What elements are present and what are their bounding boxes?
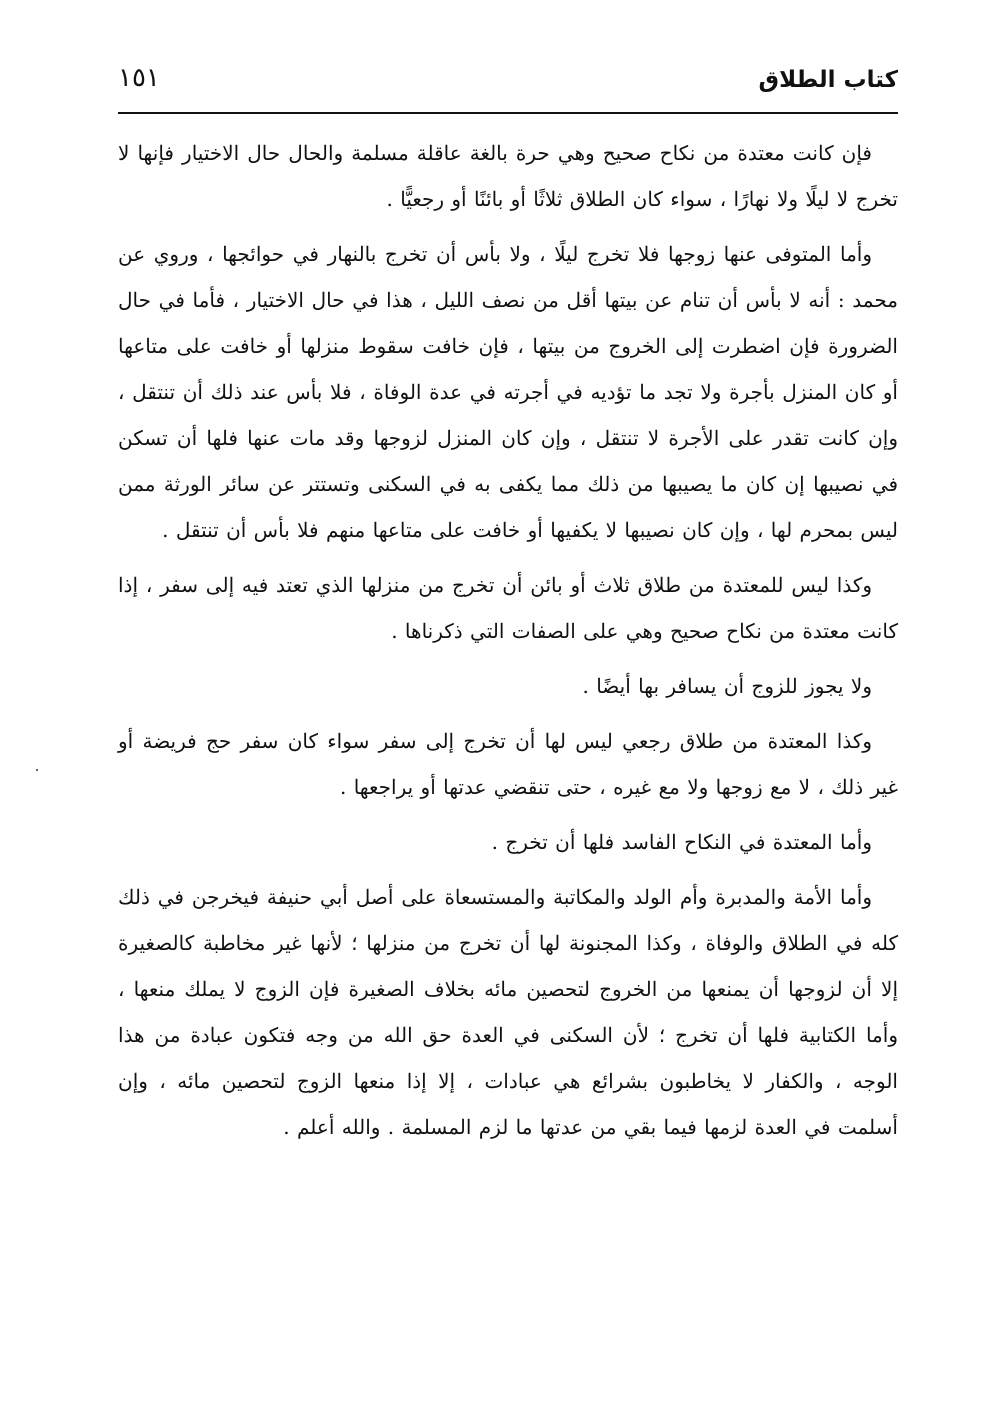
paragraph: ولا يجوز للزوج أن يسافر بها أيضًا .: [582, 674, 872, 698]
paragraph: وأما الأمة والمدبرة وأم الولد والمكاتبة والمستسعاة على أصل أبي حنيفة فيخرجن في ذلك كله في الطلاق والوفاة ، وكذا المجنونة لها أن تخرج من منزلها ؛ لأنها غير مخاطبة كالصغيرة إلا أن لزوجها أن يمنعها من الخروج لتحصين مائه بخلاف الصغيرة فإن الزوج لا يملك منعها ، وأما الكتابية فلها أن تخرج ؛ لأن السكنى في العدة حق الله من وجه فتكون عبادة من هذا الوجه ، والكفار لا يخاطبون بشرائع هي عبادات ، إلا إذا منعها الزوج لتحصين مائه ، وإن أسلمت في العدة لزمها فيما بقي من عدتها ما لزم المسلمة . والله أعلم .: [118, 885, 898, 1139]
running-title: كتاب الطلاق: [758, 67, 898, 93]
paragraph: وكذا ليس للمعتدة من طلاق ثلاث أو بائن أن تخرج من منزلها الذي تعتد فيه إلى سفر ، إذا كانت معتدة من نكاح صحيح وهي على الصفات التي ذكرناها .: [118, 573, 898, 643]
paragraph: وأما المتوفى عنها زوجها فلا تخرج ليلًا ، ولا بأس أن تخرج بالنهار في حوائجها ، وروي عن محمد : أنه لا بأس أن تنام عن بيتها أقل من نصف الليل ، هذا في حال الاختيار ، فأما في حال الضرورة فإن اضطرت إلى الخروج من بيتها ، فإن خافت سقوط منزلها أو خافت على متاعها أو كان المنزل بأجرة ولا تجد ما تؤديه في أجرته في عدة الوفاة ، فلا بأس عند ذلك أن تنتقل ، وإن كانت تقدر على الأجرة لا تنتقل ، وإن كان المنزل لزوجها وقد مات عنها فلها أن تسكن في نصيبها إن كان ما يصيبها من ذلك مما يكفى به في السكنى وتستتر عن سائر الورثة ممن ليس بمحرم لها ، وإن كان نصيبها لا يكفيها أو خافت على متاعها منهم فلا بأس أن تنتقل .: [118, 242, 899, 542]
header-rule: [118, 112, 898, 114]
page-header: [118, 62, 898, 102]
main-text: [118, 130, 898, 1159]
paragraph: وكذا المعتدة من طلاق رجعي ليس لها أن تخرج إلى سفر سواء كان سفر حج فريضة أو غير ذلك ، لا مع زوجها ولا مع غيره ، حتى تنقضي عدتها أو يراجعها .: [118, 729, 898, 799]
scan-speck: [36, 769, 38, 771]
page-number: ١٥١: [118, 63, 160, 93]
paragraph: فإن كانت معتدة من نكاح صحيح وهي حرة بالغة عاقلة مسلمة والحال حال الاختيار فإنها لا تخرج لا ليلًا ولا نهارًا ، سواء كان الطلاق ثلاثًا أو بائنًا أو رجعيًّا .: [118, 141, 898, 211]
paragraph: وأما المعتدة في النكاح الفاسد فلها أن تخرج .: [491, 830, 872, 854]
